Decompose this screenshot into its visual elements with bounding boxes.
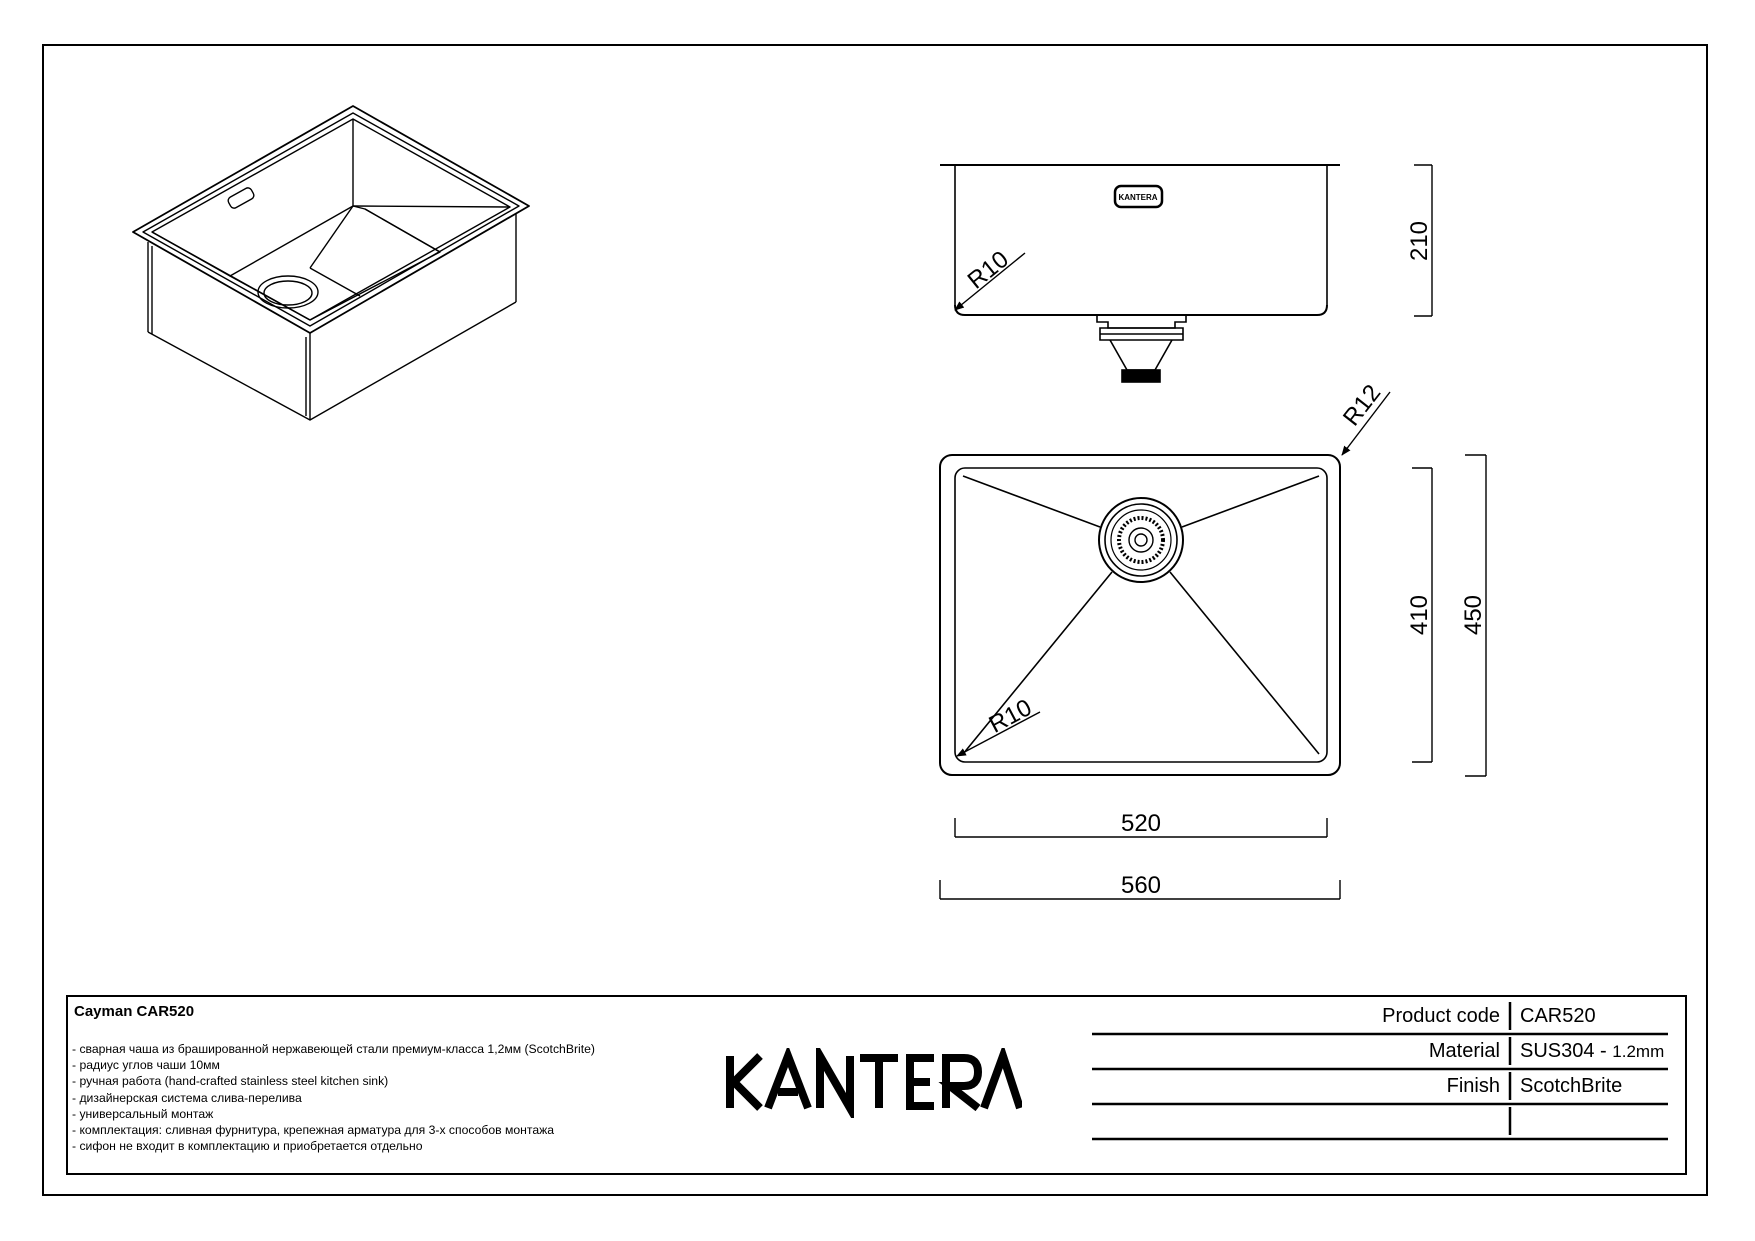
- sink-badge-text: KANTERA: [1118, 193, 1158, 202]
- feature-item: - комплектация: сливная фурнитура, крепежная арматура для 3-х способов монтажа: [72, 1123, 555, 1138]
- product-code-label: Product code: [1382, 1005, 1500, 1027]
- material-thickness: 1.2mm: [1612, 1042, 1665, 1061]
- dim-inner-length: 410: [1406, 594, 1433, 636]
- finish-label: Finish: [1446, 1075, 1500, 1097]
- feature-item: - ручная работа (hand-crafted stainless steel kitchen sink): [72, 1074, 389, 1089]
- isometric-view: [133, 106, 529, 420]
- dimension-texts: [963, 221, 1487, 899]
- dim-side-radius: R10: [962, 245, 1014, 295]
- feature-item: - сифон не входит в комплектацию и приобретается отдельно: [72, 1139, 423, 1154]
- feature-item: - сварная чаша из брашированной нержавеющей стали премиум-класса 1,2мм (ScotchBrite): [72, 1042, 595, 1056]
- dim-inner-width: 520: [1120, 810, 1162, 837]
- finish-value: ScotchBrite: [1520, 1075, 1623, 1097]
- dim-outer-width: 560: [1120, 872, 1162, 899]
- product-title: Cayman CAR520: [74, 1003, 195, 1020]
- material-grade: SUS304 -: [1520, 1040, 1607, 1062]
- dim-depth: 210: [1406, 220, 1433, 262]
- dim-outer-length: 450: [1460, 594, 1487, 636]
- feature-item: - универсальный монтаж: [72, 1106, 214, 1121]
- feature-item: - дизайнерская система слива-перелива: [72, 1090, 302, 1105]
- dim-outer-corner-radius: R12: [1337, 379, 1387, 432]
- dim-inner-corner-radius: R10: [984, 694, 1037, 739]
- feature-item: - радиус углов чаши 10мм: [72, 1058, 220, 1073]
- feature-list: [72, 1041, 595, 1154]
- dimension-lines: [940, 165, 1486, 899]
- kantera-logo: [722, 1048, 1022, 1118]
- product-code-value: CAR520: [1520, 1005, 1596, 1027]
- material-label: Material: [1428, 1040, 1500, 1062]
- material-value: [1520, 1040, 1664, 1063]
